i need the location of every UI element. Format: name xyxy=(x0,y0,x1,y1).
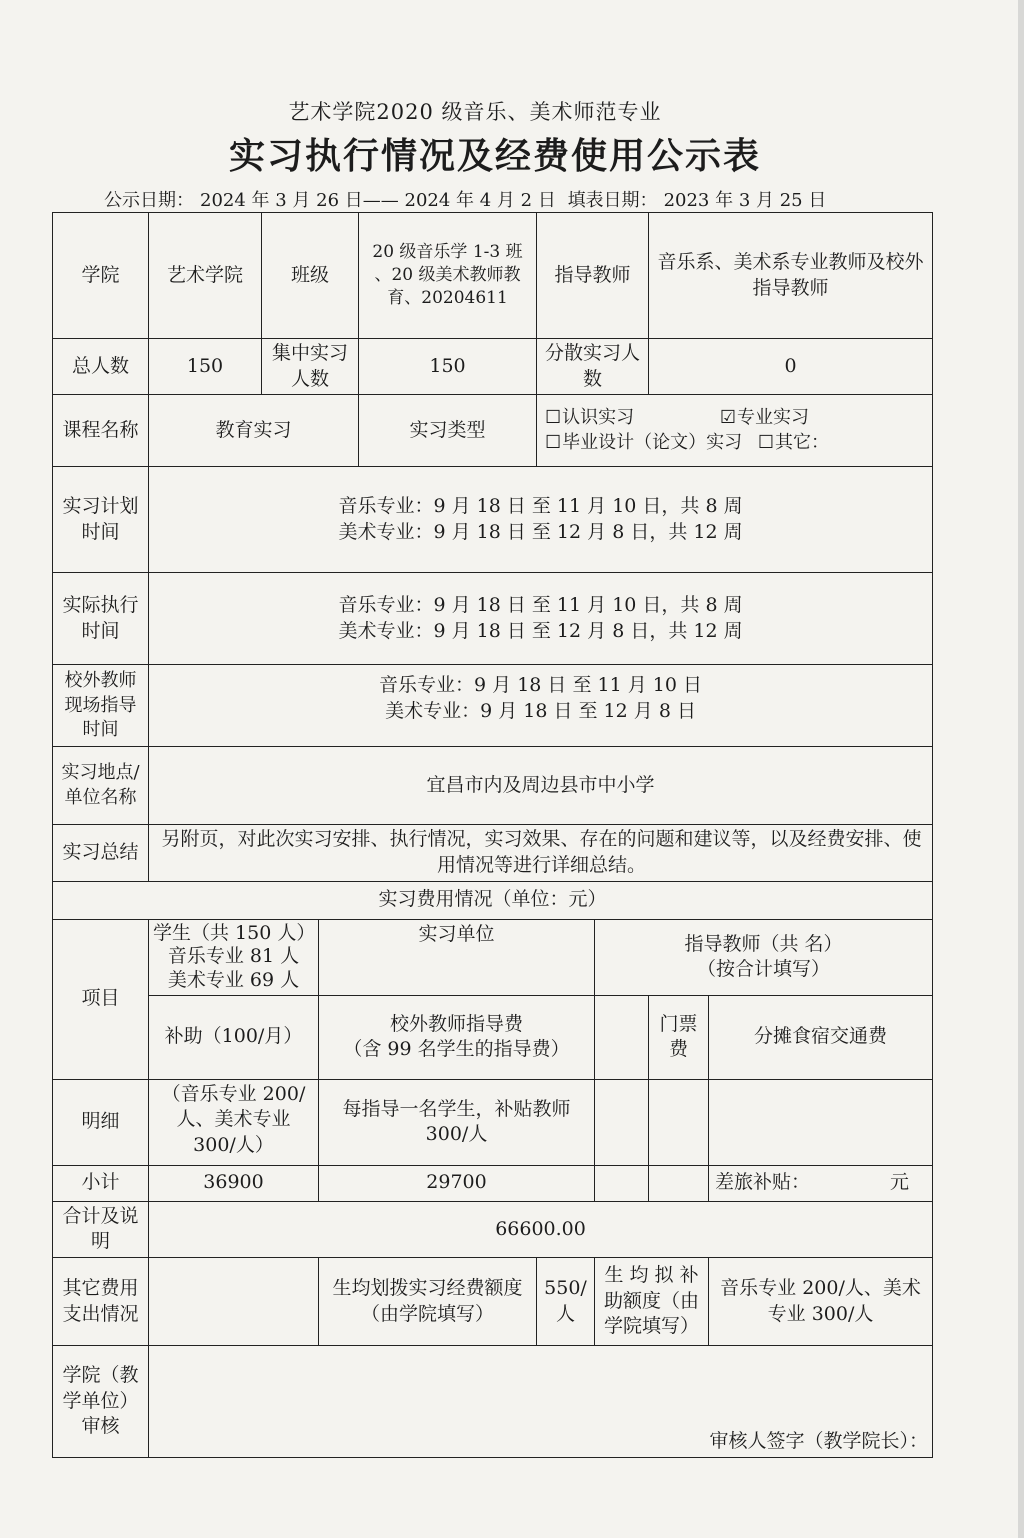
blank-cell xyxy=(595,1165,649,1201)
ext-fee-line: 校外教师指导费 xyxy=(390,1012,524,1035)
type-label: 实习类型 xyxy=(359,395,537,467)
table-row xyxy=(53,573,933,665)
shared-header: 分摊食宿交通费 xyxy=(709,995,933,1079)
blank-cell xyxy=(709,1079,933,1165)
plan-subsidy-value: 音乐专业 200/人、美术专业 300/人 xyxy=(709,1258,933,1346)
teacher-value: 音乐系、美术系专业教师及校外指导教师 xyxy=(649,213,933,339)
alloc-value: 550/人 xyxy=(537,1258,595,1346)
plan-time-label: 实习计划时间 xyxy=(53,467,149,573)
checkbox-icon: ☐ xyxy=(545,407,562,429)
review-label: 学院（教学单位）审核 xyxy=(53,1346,149,1458)
travel-allowance xyxy=(709,1165,933,1201)
option-other[interactable] xyxy=(758,431,829,455)
ext-fee-line: （含 99 名学生的指导费） xyxy=(343,1038,570,1061)
plan-subsidy-header: 生 均 拟 补助额度（由学院填写） xyxy=(595,1258,709,1346)
alloc-line: 生均划拨实习经费额度 xyxy=(332,1276,523,1299)
students-header-line: 美术专业 69 人 xyxy=(167,969,300,992)
table-row xyxy=(53,395,933,467)
form-title: 实习执行情况及经费使用公示表 xyxy=(228,135,761,177)
table-row xyxy=(53,665,933,747)
plan-music-line: 音乐专业：9 月 18 日 至 11 月 10 日，共 8 周 xyxy=(338,495,743,518)
blank-cell xyxy=(649,1165,709,1201)
location-label: 实习地点/单位名称 xyxy=(53,747,149,825)
ticket-header: 门票费 xyxy=(649,995,709,1079)
subsidy-header: 补助（100/月） xyxy=(149,995,319,1079)
paper-edge xyxy=(1018,0,1024,1538)
concentrated-label: 集中实习人数 xyxy=(262,339,359,395)
scattered-label: 分散实习人数 xyxy=(537,339,649,395)
plan-art-line: 美术专业：9 月 18 日 至 12 月 8 日，共 12 周 xyxy=(338,520,743,543)
concentrated-value: 150 xyxy=(359,339,537,395)
teachers-header-line: （按合计填写） xyxy=(697,958,831,981)
alloc-header xyxy=(319,1258,537,1346)
guide-time-label: 校外教师现场指导时间 xyxy=(53,665,149,747)
blank-cell xyxy=(595,1079,649,1165)
notice-date-value: 2024 年 3 月 26 日—— 2024 年 4 月 2 日 xyxy=(200,190,556,211)
college-label: 学院 xyxy=(53,213,149,339)
guide-art-line: 美术专业：9 月 18 日 至 12 月 8 日 xyxy=(385,699,696,722)
actual-art-line: 美术专业：9 月 18 日 至 12 月 8 日，共 12 周 xyxy=(338,619,743,642)
option-graduation-design[interactable] xyxy=(545,431,742,455)
table-row xyxy=(53,881,933,919)
notice-date-label: 公示日期： xyxy=(104,190,194,211)
table-row xyxy=(53,825,933,881)
table-row xyxy=(53,1165,933,1201)
summary-value: 另附页，对此次实习安排、执行情况，实习效果、存在的问题和建议等，以及经费安排、使用情况等进行详细总结。 xyxy=(149,825,933,881)
item-label: 项目 xyxy=(53,919,149,1079)
publicity-form-table xyxy=(52,212,933,1458)
students-header xyxy=(149,919,319,995)
location-value: 宜昌市内及周边县市中小学 xyxy=(149,747,933,825)
total-sum-label: 合计及说明 xyxy=(53,1201,149,1257)
date-line xyxy=(104,186,832,212)
summary-label: 实习总结 xyxy=(53,825,149,881)
table-row xyxy=(53,919,933,995)
alloc-line: （由学院填写） xyxy=(361,1302,495,1325)
cost-section-title: 实习费用情况（单位：元） xyxy=(53,881,933,919)
option-professional[interactable] xyxy=(720,406,809,430)
subtotal-students: 36900 xyxy=(149,1165,319,1201)
course-value: 教育实习 xyxy=(149,395,359,467)
blank-cell xyxy=(595,995,649,1079)
total-value: 150 xyxy=(149,339,262,395)
table-row xyxy=(53,1346,933,1458)
course-label: 课程名称 xyxy=(53,395,149,467)
students-header-line: 音乐专业 81 人 xyxy=(167,945,300,968)
actual-music-line: 音乐专业：9 月 18 日 至 11 月 10 日，共 8 周 xyxy=(338,594,743,617)
checkbox-icon: ☐ xyxy=(545,431,562,453)
review-signature: 审核人签字（教学院长）： xyxy=(149,1346,933,1458)
blank-cell xyxy=(149,1258,319,1346)
type-options xyxy=(537,395,933,467)
subtotal-unit: 29700 xyxy=(319,1165,595,1201)
table-row xyxy=(53,213,933,339)
option-label: 认识实习 xyxy=(562,407,635,429)
students-header-line: 学生（共 150 人） xyxy=(153,921,316,944)
plan-time-value xyxy=(149,467,933,573)
table-row xyxy=(53,1258,933,1346)
detail-label: 明细 xyxy=(53,1079,149,1165)
table-row xyxy=(53,995,933,1079)
table-row xyxy=(53,747,933,825)
other-expense-label: 其它费用支出情况 xyxy=(53,1258,149,1346)
college-value: 艺术学院 xyxy=(149,213,262,339)
option-label: 其它： xyxy=(775,431,830,453)
blank-cell xyxy=(649,1079,709,1165)
detail-unit: 每指导一名学生，补贴教师 300/人 xyxy=(319,1079,595,1165)
table-row xyxy=(53,339,933,395)
form-subtitle: 艺术学院2020 级音乐、美术师范专业 xyxy=(288,100,662,124)
table-row xyxy=(53,467,933,573)
travel-label: 差旅补贴： xyxy=(715,1171,811,1194)
guide-time-value xyxy=(149,665,933,747)
travel-unit: 元 xyxy=(890,1171,910,1194)
teacher-label: 指导教师 xyxy=(537,213,649,339)
teachers-header xyxy=(595,919,933,995)
fill-date-value: 2023 年 3 月 25 日 xyxy=(663,190,827,211)
actual-time-value xyxy=(149,573,933,665)
checked-box-icon: ☑ xyxy=(719,407,737,429)
actual-time-label: 实际执行时间 xyxy=(53,573,149,665)
total-label: 总人数 xyxy=(53,339,149,395)
class-value: 20 级音乐学 1-3 班 、20 级美术教师教育、20204611 xyxy=(359,213,537,339)
class-label: 班级 xyxy=(262,213,359,339)
guide-music-line: 音乐专业：9 月 18 日 至 11 月 10 日 xyxy=(379,674,702,697)
fill-date-label: 填表日期： xyxy=(567,190,658,211)
option-cognitive[interactable] xyxy=(545,406,634,430)
ext-fee-header xyxy=(319,995,595,1079)
unit-header: 实习单位 xyxy=(319,919,595,995)
teachers-header-line: 指导教师（共 名） xyxy=(684,932,843,955)
checkbox-icon: ☐ xyxy=(757,431,775,453)
scattered-value: 0 xyxy=(649,339,933,395)
detail-students: （音乐专业 200/人、美术专业 300/人） xyxy=(149,1079,319,1165)
table-row xyxy=(53,1201,933,1257)
table-row xyxy=(53,1079,933,1165)
option-label: 毕业设计（论文）实习 xyxy=(562,431,743,453)
option-label: 专业实习 xyxy=(737,407,810,429)
subtotal-label: 小计 xyxy=(53,1165,149,1201)
total-sum-value: 66600.00 xyxy=(149,1201,933,1257)
